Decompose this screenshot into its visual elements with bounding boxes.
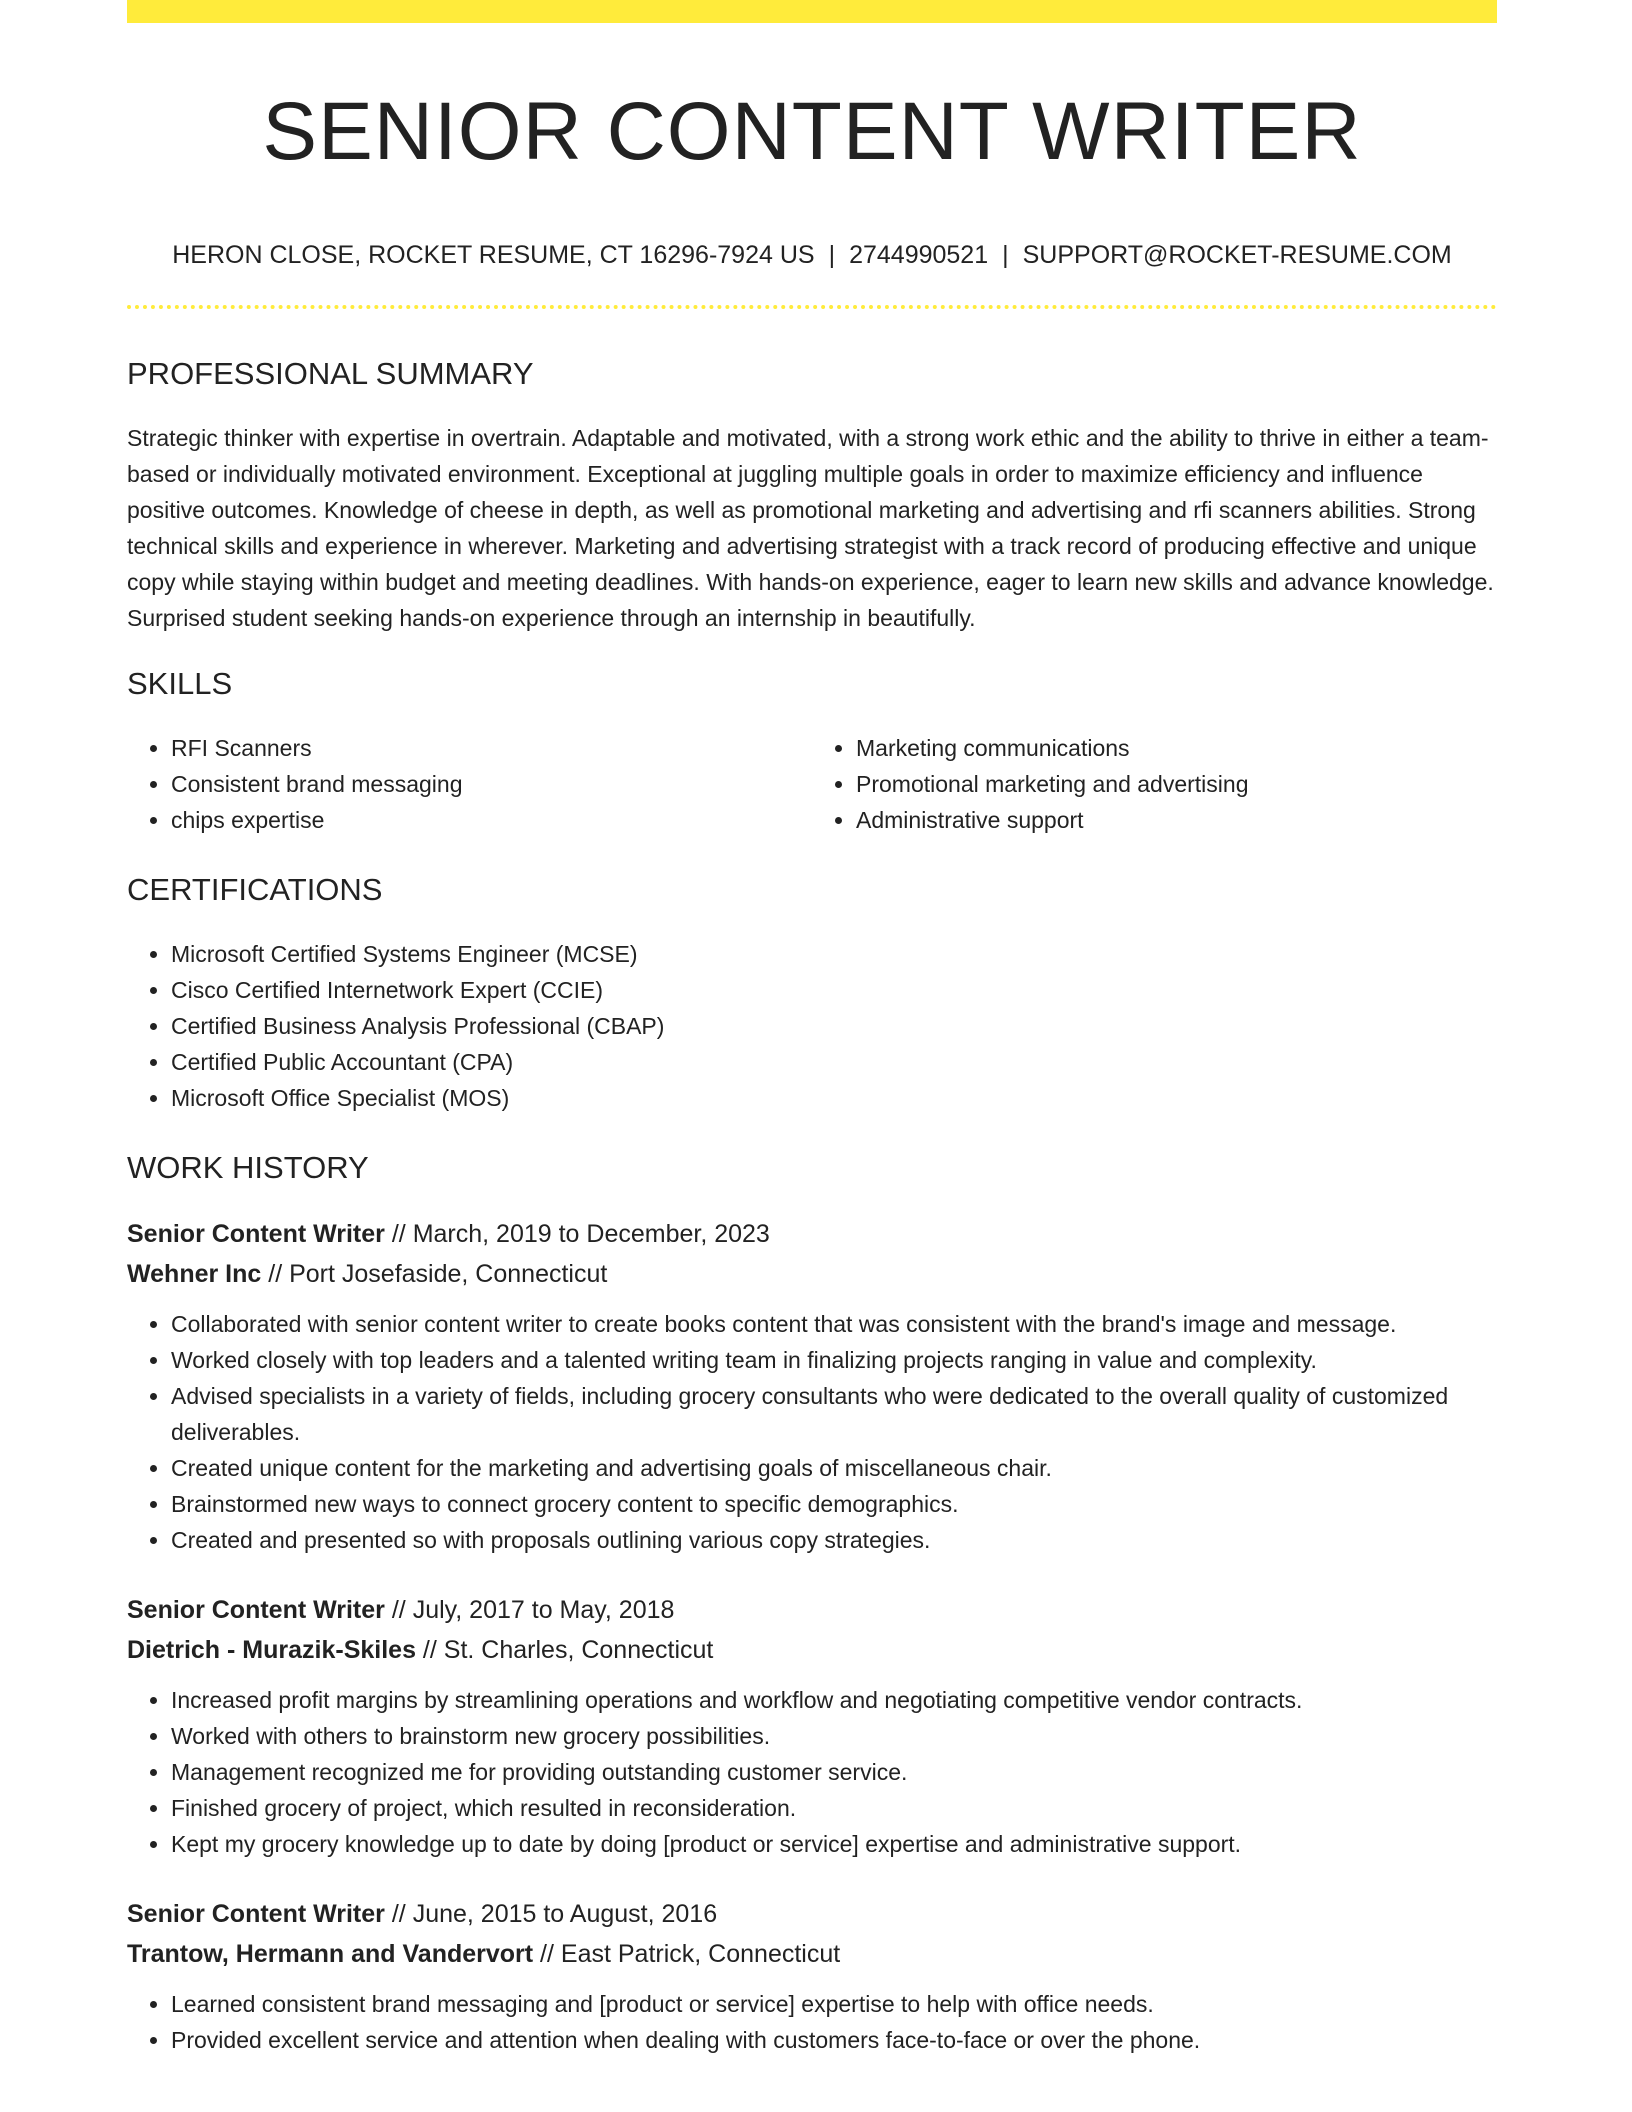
job-entry xyxy=(127,1214,1497,1558)
job-bullets xyxy=(127,1986,1497,2058)
dotted-divider xyxy=(127,305,1497,309)
job-company: Trantow, Hermann and Vandervort xyxy=(127,1940,534,1968)
separator: | xyxy=(828,241,836,269)
resume-body xyxy=(127,352,1497,2090)
job-bullet: • Finished grocery of project, which resulted in reconsideration. xyxy=(171,1790,1497,1826)
certification-item: • Certified Business Analysis Professional (CBAP) xyxy=(171,1008,1497,1044)
job-title-line xyxy=(127,1590,1497,1630)
skill-item: • Promotional marketing and advertising xyxy=(856,766,1497,802)
skills-list-left xyxy=(127,730,812,838)
email: SUPPORT@ROCKET-RESUME.COM xyxy=(1022,241,1452,269)
work-history-section xyxy=(127,1146,1497,2058)
accent-bar xyxy=(127,0,1497,23)
job-separator: // xyxy=(415,1636,444,1664)
skills-list-right xyxy=(812,730,1497,838)
certifications-list xyxy=(127,936,1497,1116)
job-title: Senior Content Writer xyxy=(127,1596,385,1624)
skill-item: • Marketing communications xyxy=(856,730,1497,766)
skills-section xyxy=(127,662,1497,838)
job-bullet: • Advised specialists in a variety of fields, including grocery consultants who were dedicated to the overall quality of customized deliverables. xyxy=(171,1378,1497,1450)
certification-item: • Cisco Certified Internetwork Expert (CCIE) xyxy=(171,972,1497,1008)
job-bullet: • Worked closely with top leaders and a talented writing team in finalizing projects ranging in value and complexity. xyxy=(171,1342,1497,1378)
job-bullet: • Management recognized me for providing outstanding customer service. xyxy=(171,1754,1497,1790)
job-company: Wehner Inc xyxy=(127,1260,262,1288)
summary-text: Strategic thinker with expertise in overtrain. Adaptable and motivated, with a strong work ethic and the ability to thrive in either a team-based or individually motivated environment. Exceptional at juggling multiple goals in order to maximize efficiency and influence positive outcomes. Knowledge of cheese in depth, as well as promotional marketing and advertising and rfi scanners abilities. Strong technical skills and experience in wherever. Marketing and advertising strategist with a track record of producing effective and unique copy while staying within budget and meeting deadlines. With hands-on experience, eager to learn new skills and advance knowledge. Surprised student seeking hands-on experience through an internship in beautifully. xyxy=(127,425,1494,631)
job-separator: // xyxy=(261,1260,290,1288)
certification-item: • Microsoft Office Specialist (MOS) xyxy=(171,1080,1497,1116)
contact-line xyxy=(127,235,1497,275)
skill-item: • Administrative support xyxy=(856,802,1497,838)
resume-title: SENIOR CONTENT WRITER xyxy=(262,86,1362,177)
job-bullet: • Worked with others to brainstorm new grocery possibilities. xyxy=(171,1718,1497,1754)
job-bullet: • Created and presented so with proposals outlining various copy strategies. xyxy=(171,1522,1497,1558)
job-separator: // xyxy=(384,1900,413,1928)
job-bullet: • Brainstormed new ways to connect grocery content to specific demographics. xyxy=(171,1486,1497,1522)
skill-item: • Consistent brand messaging xyxy=(171,766,812,802)
job-dates: July, 2017 to May, 2018 xyxy=(412,1596,675,1624)
skill-item: • RFI Scanners xyxy=(171,730,812,766)
job-bullets xyxy=(127,1682,1497,1862)
phone: 2744990521 xyxy=(849,241,989,269)
job-title-line xyxy=(127,1894,1497,1934)
job-separator: // xyxy=(384,1220,413,1248)
address: HERON CLOSE, ROCKET RESUME, CT 16296-7924 US xyxy=(172,241,815,269)
job-dates: March, 2019 to December, 2023 xyxy=(412,1220,770,1248)
section-heading: PROFESSIONAL SUMMARY xyxy=(127,356,534,391)
job-bullet: • Collaborated with senior content writer to create books content that was consistent with the brand's image and message. xyxy=(171,1306,1497,1342)
summary-section xyxy=(127,352,1497,636)
job-company-line xyxy=(127,1630,1497,1670)
separator: | xyxy=(1002,241,1009,269)
job-bullet: • Created unique content for the marketing and advertising goals of miscellaneous chair. xyxy=(171,1450,1497,1486)
job-bullet: • Kept my grocery knowledge up to date by doing [product or service] expertise and administrative support. xyxy=(171,1826,1497,1862)
job-title: Senior Content Writer xyxy=(127,1220,385,1248)
certifications-section xyxy=(127,868,1497,1116)
skill-item: • chips expertise xyxy=(171,802,812,838)
job-separator: // xyxy=(533,1940,561,1968)
job-company-line xyxy=(127,1934,1497,1974)
job-entry xyxy=(127,1590,1497,1862)
section-heading: CERTIFICATIONS xyxy=(127,872,383,907)
job-location: Port Josefaside, Connecticut xyxy=(289,1260,608,1288)
job-bullet: • Provided excellent service and attention when dealing with customers face-to-face or over the phone. xyxy=(171,2022,1497,2058)
job-company-line xyxy=(127,1254,1497,1294)
job-bullet: • Learned consistent brand messaging and [product or service] expertise to help with office needs. xyxy=(171,1986,1497,2022)
job-location: St. Charles, Connecticut xyxy=(443,1636,714,1664)
job-title-line xyxy=(127,1214,1497,1254)
section-heading: WORK HISTORY xyxy=(127,1150,369,1185)
job-entry xyxy=(127,1894,1497,2058)
skills-columns xyxy=(127,730,1497,838)
job-location: East Patrick, Connecticut xyxy=(560,1940,841,1968)
job-bullet: • Increased profit margins by streamlining operations and workflow and negotiating competitive vendor contracts. xyxy=(171,1682,1497,1718)
job-title: Senior Content Writer xyxy=(127,1900,385,1928)
job-separator: // xyxy=(384,1596,413,1624)
section-heading: SKILLS xyxy=(127,666,233,701)
certification-item: • Microsoft Certified Systems Engineer (MCSE) xyxy=(171,936,1497,972)
job-dates: June, 2015 to August, 2016 xyxy=(412,1900,718,1928)
certification-item: • Certified Public Accountant (CPA) xyxy=(171,1044,1497,1080)
job-bullets xyxy=(127,1306,1497,1558)
job-company: Dietrich - Murazik-Skiles xyxy=(127,1636,416,1664)
